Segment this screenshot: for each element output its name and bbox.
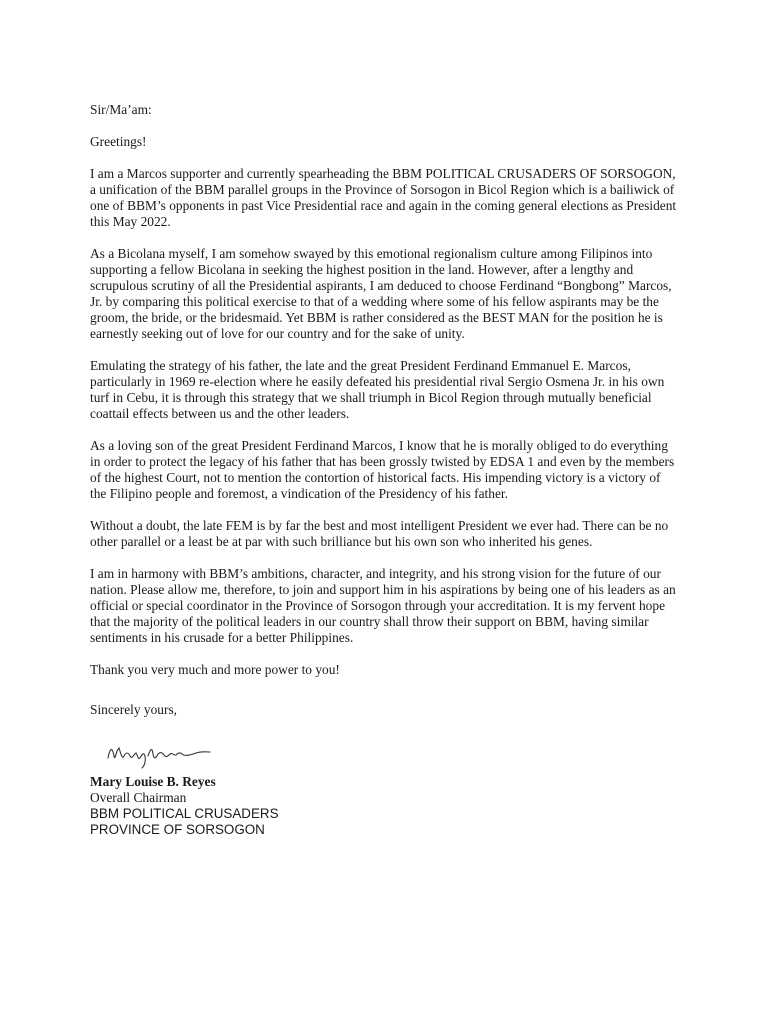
- signer-province: PROVINCE OF SORSOGON: [90, 822, 265, 837]
- closing: Sincerely yours,: [90, 702, 178, 717]
- paragraph-6: I am in harmony with BBM’s ambitions, character, and integrity, and his strong vision for the future of our nation. Please allow me, therefore, to join and support him in his aspirations by being one of his leaders as an official or special coordinator in the Province of Sorsogon through your accreditation. It is my fervent hope that the majority of the political leaders in our country shall throw their support on BBM, having similar sentiments in his crusade for a better Philippines.: [90, 566, 676, 645]
- signer-organization: BBM POLITICAL CRUSADERS: [90, 806, 279, 821]
- signer-block: [90, 774, 680, 838]
- signer-title: Overall Chairman: [90, 790, 187, 805]
- handwritten-signature: [90, 734, 680, 774]
- salutation: Sir/Ma’am:: [90, 102, 152, 117]
- paragraph-1: I am a Marcos supporter and currently spearheading the BBM POLITICAL CRUSADERS OF SORSOGON, a unification of the BBM parallel groups in the Province of Sorsogon in Bicol Region which is a bailiwick of one of BBM’s opponents in past Vice Presidential race and again in the coming general elections as President this May 2022.: [90, 166, 677, 229]
- letter-body: [90, 102, 680, 838]
- greeting: Greetings!: [90, 134, 147, 149]
- signer-name: Mary Louise B. Reyes: [90, 774, 216, 789]
- paragraph-5: Without a doubt, the late FEM is by far the best and most intelligent President we ever had. There can be no other parallel or a least be at par with such brilliance but his own son who inherited his genes.: [90, 518, 669, 549]
- paragraph-3: Emulating the strategy of his father, the late and the great President Ferdinand Emmanuel E. Marcos, particularly in 1969 re-election where he easily defeated his presidential rival Sergio Osmena Jr. in his own turf in Cebu, it is through this strategy that we shall triumph in Bicol Region through mutually beneficial coattail effects between us and the other leaders.: [90, 358, 665, 421]
- signature-image: [98, 736, 218, 772]
- paragraph-7: Thank you very much and more power to you!: [90, 662, 340, 677]
- paragraph-2: As a Bicolana myself, I am somehow swayed by this emotional regionalism culture among Filipinos into supporting a fellow Bicolana in seeking the highest position in the land. However, after a lengthy and scrupulous scrutiny of all the Presidential aspirants, I am deduced to choose Ferdinand “Bongbong” Marcos, Jr. by comparing this political exercise to that of a wedding where some of his fellow aspirants may be the groom, the bride, or the bridesmaid. Yet BBM is rather considered as the BEST MAN for the position he is earnestly seeking out of love for our country and for the sake of unity.: [90, 246, 672, 341]
- paragraph-4: As a loving son of the great President Ferdinand Marcos, I know that he is morally obliged to do everything in order to protect the legacy of his father that has been grossly twisted by EDSA 1 and even by the members of the highest Court, not to mention the contortion of historical facts. His impending victory is a victory of the Filipino people and foremost, a vindication of the Presidency of his father.: [90, 438, 675, 501]
